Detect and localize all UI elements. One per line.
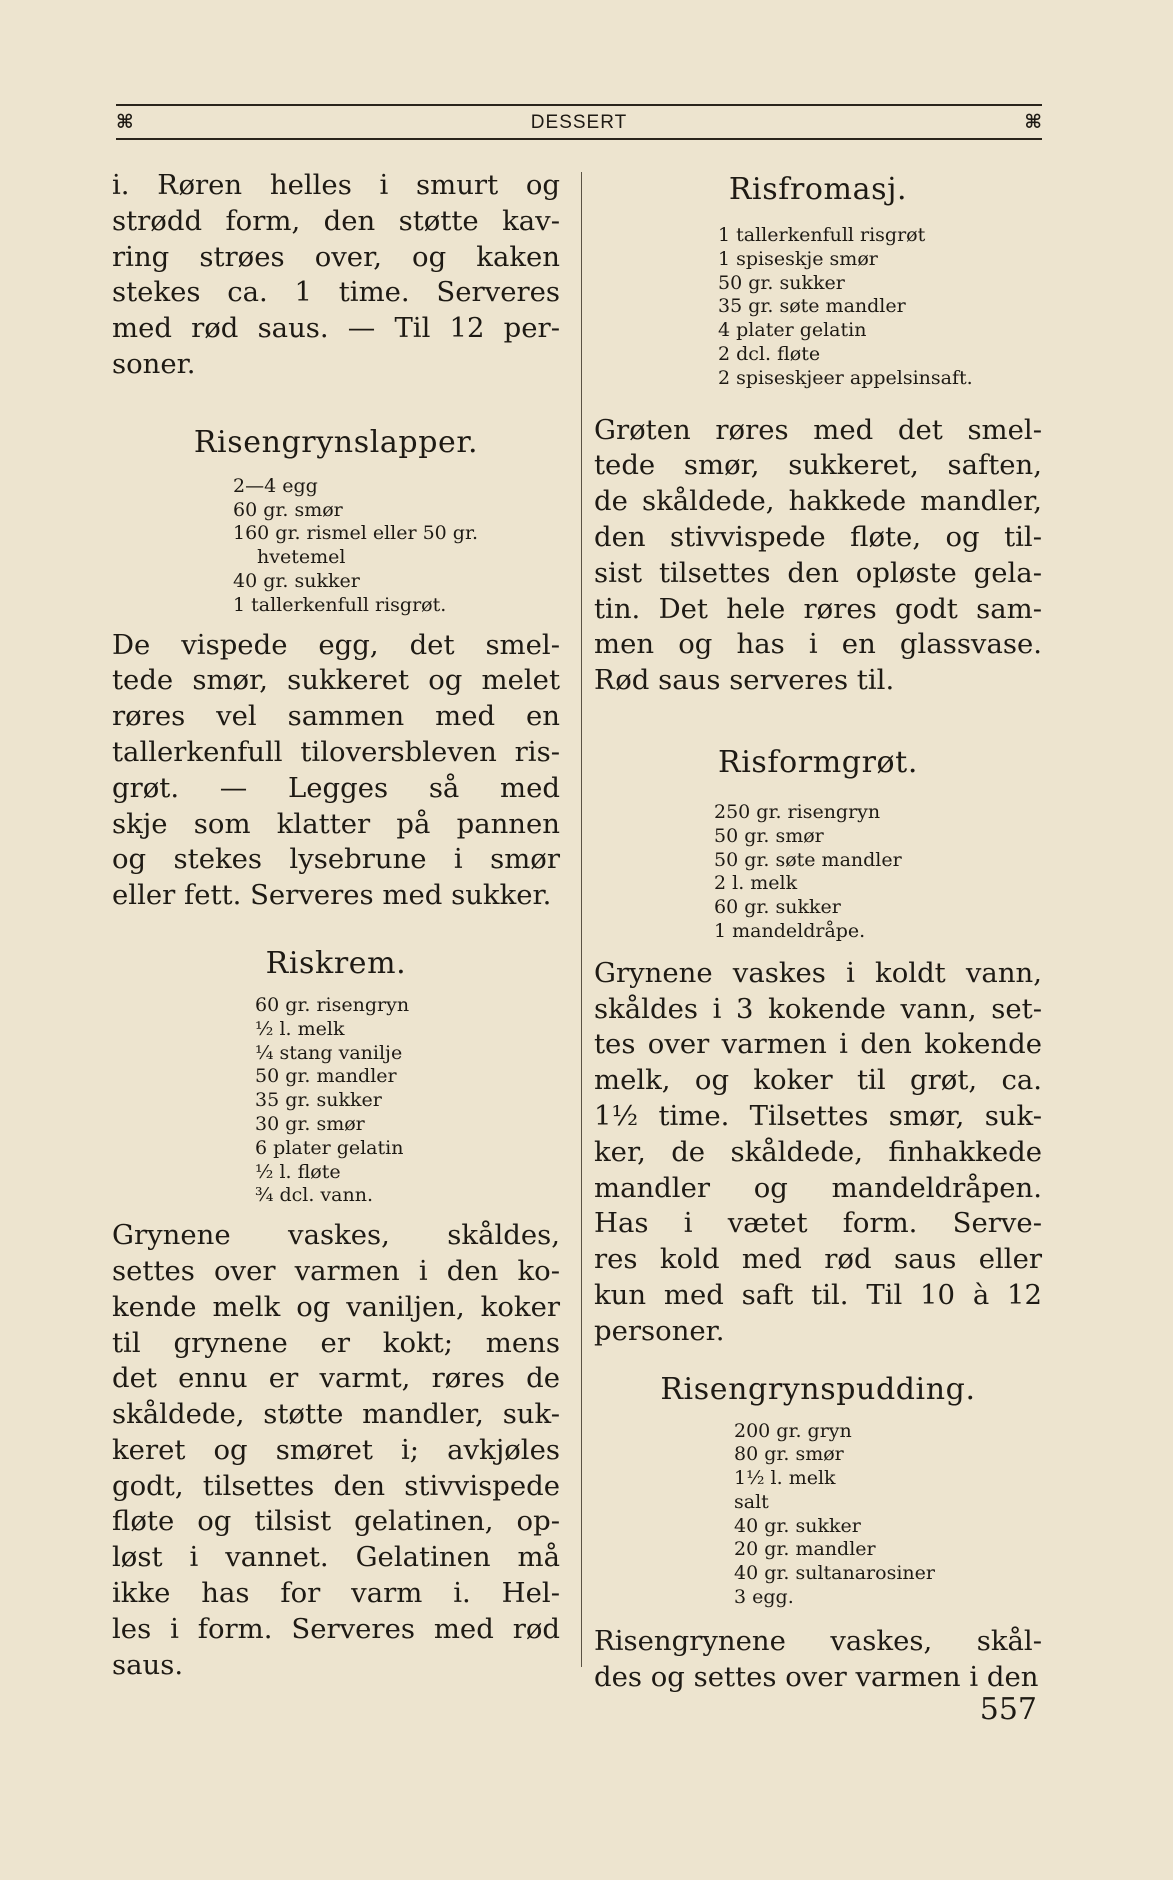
text-line: de skåldede, hakkede mandler, [594,485,1042,518]
text-line: Grøten røres med det smel- [594,413,1042,446]
continued-recipe-text [112,168,560,383]
text-line: Grynene vaskes, skåldes, [112,1219,560,1252]
text-line: røres vel sammen med en [112,700,560,733]
text-line: med rød saus. — Til 12 per- [112,312,560,345]
text-line: settes over varmen i den ko- [112,1254,560,1287]
ingredient-item: 50 gr. mandler [255,1065,397,1088]
text-line: i. Røren helles i smurt og [112,169,560,201]
text-line: fløte og tilsist gelatinen, op- [112,1505,560,1538]
ingredient-item: 35 gr. søte mandler [718,295,906,318]
text-line: Has i vætet form. Serve- [594,1207,1042,1240]
ingredient-item: 3 egg. [734,1586,794,1609]
page-number: 557 [979,1692,1037,1727]
text-line: skje som klatter på pannen [112,807,560,840]
text-line: godt, tilsettes den stivvispede [112,1469,560,1502]
text-line: den stivvispede fløte, og til- [594,520,1042,553]
ingredient-item: 6 plater gelatin [255,1136,404,1159]
right-column [594,168,1042,1695]
text-line: tallerkenfull tiloversbleven ris- [112,735,560,768]
method-risformgrot [594,956,1042,1350]
text-line: ring strøes over, og kaken [112,240,560,273]
ingredient-list-risformgrot [714,801,1042,944]
ingredient-item: 80 gr. smør [734,1443,844,1466]
method-risengrynspudding [594,1624,1042,1696]
header-rule-top [116,104,1042,106]
text-line: saus. [112,1648,184,1681]
text-line: kun med saft til. Til 10 à 12 [594,1278,1042,1311]
recipe-title-risfromasj: Risfromasj. [728,172,908,207]
text-line: tede smør, sukkeret og melet [112,664,560,697]
recipe-title-risformgrot: Risformgrøt. [718,744,918,780]
ingredient-item: 30 gr. smør [255,1112,365,1135]
text-line: les i form. Serveres med rød [112,1612,560,1645]
ingredient-item: 250 gr. risengryn [714,800,881,823]
ingredient-list-risfromasj [718,224,1042,391]
ingredient-item: 200 gr. gryn [734,1419,852,1442]
text-line: kende melk og vaniljen, koker [112,1290,560,1323]
column-divider [581,172,582,1667]
ingredient-item: 60 gr. sukker [714,896,841,919]
text-line: tes over varmen i den kokende [594,1028,1042,1061]
text-line: melk, og koker til grøt, ca. [594,1064,1042,1097]
recipe-title-risengrynspudding: Risengrynspudding. [660,1371,976,1407]
text-line: Risengrynene vaskes, skål- [594,1624,1042,1657]
ingredient-item: ½ l. fløte [255,1160,341,1183]
text-line: tede smør, sukkeret, saften, [594,449,1042,482]
ingredient-item: 1 spiseskje smør [718,247,878,270]
ingredient-item: 60 gr. smør [233,498,343,521]
ingredient-item: ¼ stang vanilje [255,1041,403,1064]
text-line: res kold med rød saus eller [594,1243,1042,1276]
ingredient-item: 50 gr. smør [714,824,824,847]
header-title: DESSERT [530,112,628,133]
text-line: skåldes i 3 kokende vann, set- [594,992,1042,1025]
ingredient-item: 60 gr. risengryn [255,993,410,1016]
ingredient-item: 160 gr. rismel eller 50 gr. [233,522,479,545]
ingredient-item: 35 gr. sukker [255,1089,382,1112]
ingredient-item: 1 tallerkenfull risgrøt [718,224,926,246]
method-risengrynslapper [112,628,560,914]
ingredient-item: 50 gr. sukker [718,271,845,294]
text-line: De vispede egg, det smel- [112,628,560,661]
text-line: mandler og mandeldråpen. [594,1171,1042,1204]
ingredient-item: 40 gr. sukker [734,1514,861,1537]
text-line: sist tilsettes den opløste gela- [594,556,1042,589]
text-line: tin. Det hele røres godt sam- [594,592,1042,625]
text-line: men og has i en glassvase. [594,628,1042,661]
ingredient-item: 40 gr. sultanarosiner [734,1562,935,1585]
ingredient-item: hvetemel [257,546,346,569]
text-line: Rød saus serveres til. [594,664,895,697]
running-header [116,104,1042,140]
text-line: løst i vannet. Gelatinen må [112,1541,560,1574]
header-rule-bottom [116,138,1042,140]
ingredient-list-risengrynslapper [233,475,560,618]
ingredient-item: 1 mandeldråpe. [714,919,866,942]
ingredient-item: 50 gr. søte mandler [714,848,902,871]
text-line: eller fett. Serveres med sukker. [112,879,552,912]
text-line: grøt. — Legges så med [112,771,560,804]
method-risfromasj [594,413,1042,699]
ingredient-item: 2—4 egg [233,474,318,497]
ingredient-item: 4 plater gelatin [718,319,867,342]
header-ornament-left: ⌘ [116,111,134,133]
ingredient-item: 40 gr. sukker [233,569,360,592]
ingredient-item: 20 gr. mandler [734,1538,876,1561]
ingredient-item: 2 spiseskjeer appelsinsaft. [718,366,973,389]
text-line: Grynene vaskes i koldt vann, [594,956,1042,989]
ingredient-item: salt [734,1490,769,1513]
text-line: soner. [112,347,196,380]
text-line: personer. [594,1314,725,1347]
text-line: 1½ time. Tilsettes smør, suk- [594,1099,1042,1132]
header-ornament-right: ⌘ [1024,111,1042,133]
ingredient-item: 2 dcl. fløte [718,342,821,365]
text-line: skåldede, støtte mandler, suk- [112,1398,560,1431]
ingredient-item: ¾ dcl. vann. [255,1184,373,1207]
text-line: keret og smøret i; avkjøles [112,1433,560,1466]
text-line: til grynene er kokt; mens [112,1326,560,1359]
ingredient-item: ½ l. melk [255,1017,345,1040]
text-line: des og settes over varmen i den [594,1660,1039,1693]
text-line: ker, de skåldede, finhakkede [594,1135,1042,1168]
ingredient-list-riskrem [255,994,560,1208]
recipe-title-risengrynslapper: Risengrynslapper. [193,424,479,460]
ingredient-item: 1 tallerkenfull risgrøt. [233,593,447,616]
text-line: strødd form, den støtte kav- [112,204,560,237]
left-column [112,168,560,1683]
ingredient-item: 2 l. melk [714,872,798,895]
text-line: stekes ca. 1 time. Serveres [112,276,560,309]
recipe-title-riskrem: Riskrem. [265,945,407,981]
ingredient-list-risengrynspudding [734,1420,1042,1610]
ingredient-item: 1½ l. melk [734,1467,836,1490]
text-line: ikke has for varm i. Hel- [112,1577,560,1610]
text-line: og stekes lysebrune i smør [112,843,560,876]
method-riskrem [112,1218,560,1683]
text-line: det ennu er varmt, røres de [112,1362,560,1395]
